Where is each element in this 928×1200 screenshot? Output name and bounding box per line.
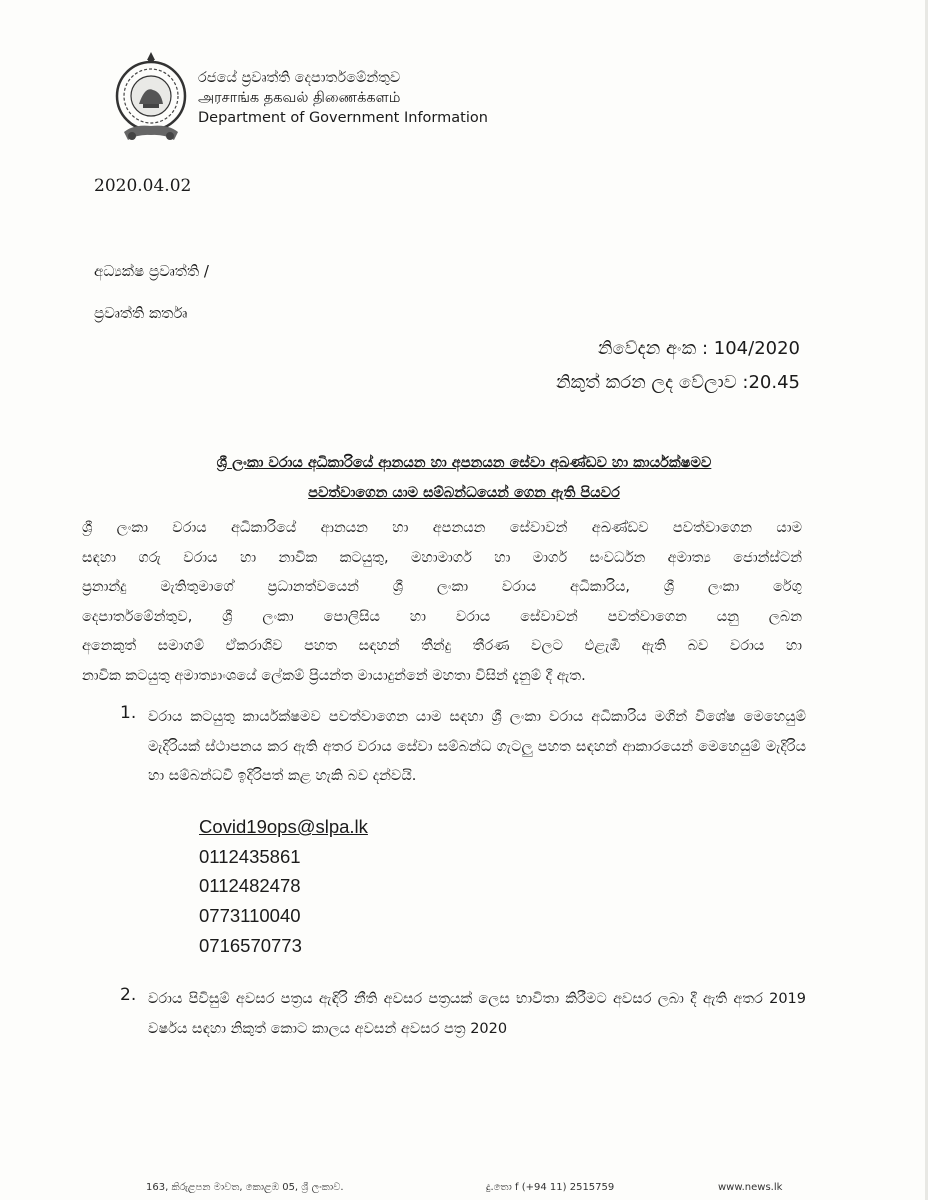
release-date: 2020.04.02 [94, 176, 192, 196]
paragraph-line: දෙපාර්තමේන්තුව, ශ්‍රී ලංකා පොලිසිය හා වරාය සේවාවන් පවත්වාගෙන යනු ලබන [82, 608, 802, 625]
footer-phone-number: (+94 11) 2515759 [521, 1182, 615, 1193]
org-name-tamil: அரசாங்க தகவல் திணைக்களம் [198, 90, 401, 106]
item-text: වරාය පිවිසුම් අවසර පත්‍රය ඇඳිරි නීති අවසර පත්‍රයක් ලෙස භාවිතා කිරීමට අවසර ලබා දී ඇති අතර 2019 වර්ෂය සඳහා නිකුත් කොට කාලය අවසන් අවසර පත්‍ර 2020 [148, 991, 806, 1037]
item-number: 1. [120, 703, 137, 723]
contact-email-link[interactable]: Covid19ops@slpa.lk [199, 816, 368, 837]
contact-phone: 0773110040 [199, 905, 301, 927]
contact-phone: 0112482478 [199, 875, 301, 897]
release-number-value: : 104/2020 [701, 338, 800, 359]
addressee-line-2: ප්‍රවෘත්ති කර්තෘ [94, 304, 188, 322]
item-number: 2. [120, 985, 137, 1005]
paragraph-line: ශ්‍රී ලංකා වරාය අධිකාරියේ ආනයන හා අපනයන සේවාවන් අඛණ්ඩව පවත්වාගෙන යාම [82, 520, 802, 536]
sri-lanka-emblem-icon [112, 48, 190, 148]
footer-phone [486, 1182, 614, 1193]
release-time [556, 372, 800, 393]
paragraph-line: නාවික කටයුතු අමාත්‍යාංශයේ ලේකම් ප්‍රියන්ත මායාදුන්නේ මහතා විසින් දැනුම් දී ඇත. [82, 667, 586, 684]
org-name-english: Department of Government Information [198, 110, 488, 126]
footer-address: 163, කිරුළපන මාවත, කොළඹ 05, ශ්‍රී ලංකාව. [146, 1182, 344, 1193]
release-time-label: නිකුත් කරන ලද වේලාව [556, 372, 737, 393]
addressee-line-1: අධ්‍යක්ෂ ප්‍රවෘත්ති / [94, 262, 209, 280]
contact-phone: 0112435861 [199, 845, 301, 867]
intro-paragraph [82, 514, 802, 691]
paragraph-line: ප්‍රනාන්දු මැතිතුමාගේ ප්‍රධානත්වයෙන් ශ්‍රී ලංකා වරාය අධිකාරිය, ශ්‍රී ලංකා රේගු [82, 579, 802, 595]
paragraph-line: සඳහා ගරු වරාය හා නාවික කටයුතු, මහාමාර්ග හා මාර්ග සංවර්ධන අමාත්‍ය ජොන්ස්ටන් [82, 549, 802, 566]
footer-phone-label: දු.තො f [486, 1182, 519, 1193]
org-name-sinhala: රජයේ ප්‍රවෘත්ති දෙපාර්තමේන්තුව [198, 70, 401, 86]
release-number-label: නිවේදන අංක [597, 338, 697, 359]
paragraph-line: අනෙකුත් සමාගම් ඒකරාශිව පහත සඳහන් තීන්දු තීරණ වලට එළැඹී ඇති බව වරාය හා [82, 638, 802, 654]
title-line-1: ශ්‍රී ලංකා වරාය අධිකාරියේ ආනයන හා අපනයන සේවා අඛණ්ඩව හා කාර්යක්ෂමව [216, 455, 712, 471]
release-number [598, 338, 800, 359]
item-text: වරාය කටයුතු කාර්යක්ෂමව පවත්වාගෙන යාම සඳහා ශ්‍රී ලංකා වරාය අධිකාරිය මගින් විශේෂ මෙහෙයුම් මැදිරියක් ස්ථාපනය කර ඇති අතර වරාය සේවා සම්බන්ධ ගැටලු පහත සඳහන් ආකාරයෙන් මෙහෙයුම් මැදිරිය හා සම්බන්ධවී ඉදිරිපත් කළ හැකි බව දන්වයි. [148, 709, 806, 784]
release-time-value: :20.45 [742, 372, 800, 393]
contact-phone: 0716570773 [199, 934, 302, 956]
contact-list [199, 812, 368, 961]
list-item [120, 985, 806, 1044]
organization-header [198, 68, 488, 128]
list-item [120, 703, 806, 792]
title-line-2: පවත්වාගෙන යාම සම්බන්ධයෙන් ගෙන ඇති පියවර [308, 485, 620, 501]
footer-website-link[interactable]: www.news.lk [718, 1182, 783, 1193]
release-title [96, 448, 832, 508]
